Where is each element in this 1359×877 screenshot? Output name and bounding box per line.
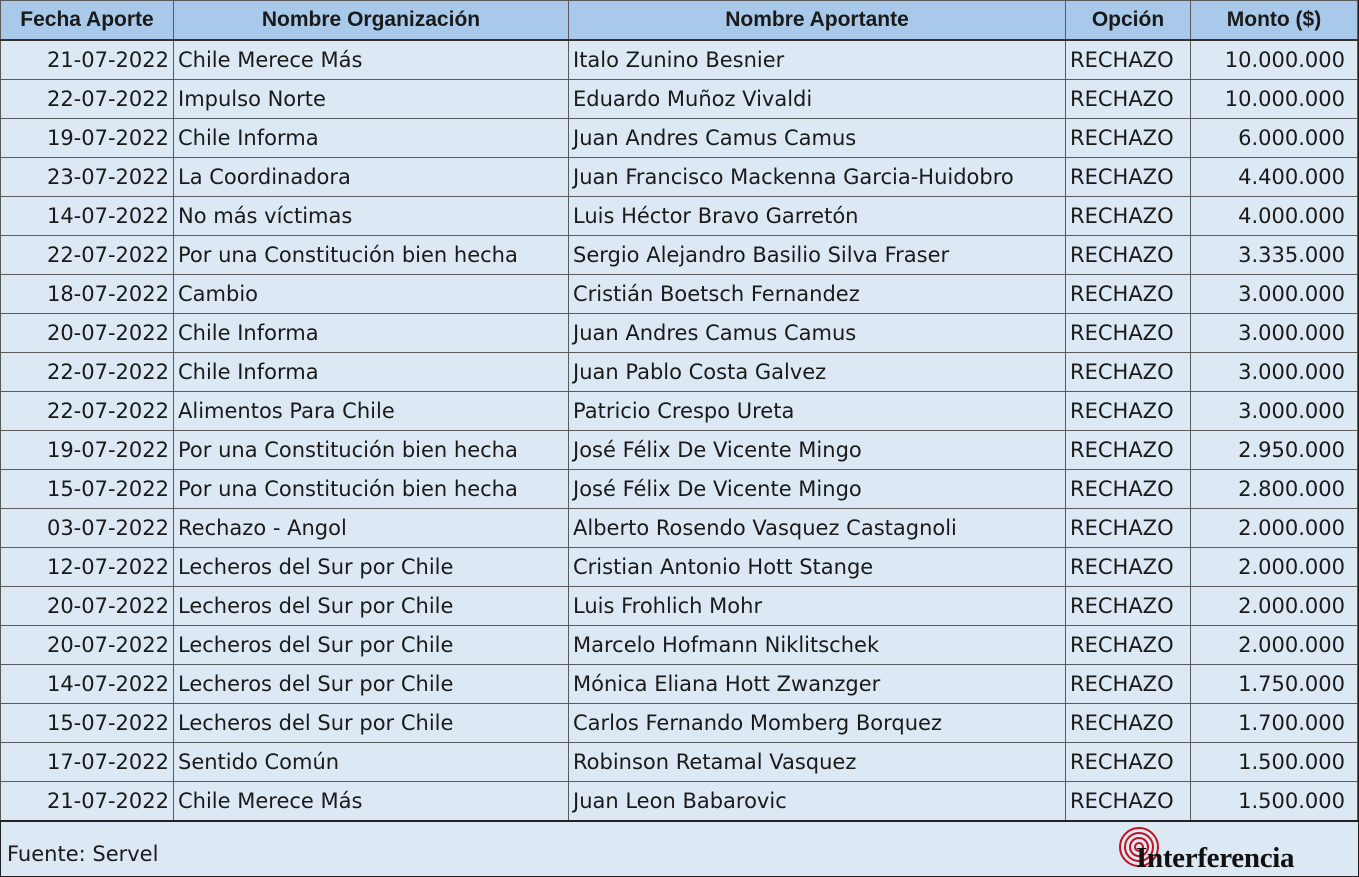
cell-aportante: Sergio Alejandro Basilio Silva Fraser bbox=[569, 236, 1066, 275]
cell-monto: 1.500.000 bbox=[1191, 743, 1358, 782]
table-row bbox=[1, 236, 1358, 275]
cell-aportante: José Félix De Vicente Mingo bbox=[569, 431, 1066, 470]
cell-opcion: RECHAZO bbox=[1066, 470, 1191, 509]
cell-monto: 1.750.000 bbox=[1191, 665, 1358, 704]
cell-organizacion: Impulso Norte bbox=[174, 80, 569, 119]
cell-aportante: Juan Andres Camus Camus bbox=[569, 119, 1066, 158]
cell-monto: 10.000.000 bbox=[1191, 40, 1358, 80]
cell-opcion: RECHAZO bbox=[1066, 40, 1191, 80]
cell-organizacion: Por una Constitución bien hecha bbox=[174, 431, 569, 470]
cell-fecha: 21-07-2022 bbox=[1, 40, 174, 80]
table-row bbox=[1, 665, 1358, 704]
table-row bbox=[1, 509, 1358, 548]
cell-opcion: RECHAZO bbox=[1066, 626, 1191, 665]
cell-aportante: Carlos Fernando Momberg Borquez bbox=[569, 704, 1066, 743]
cell-organizacion: Chile Merece Más bbox=[174, 40, 569, 80]
cell-organizacion: Chile Merece Más bbox=[174, 782, 569, 822]
cell-monto: 3.000.000 bbox=[1191, 275, 1358, 314]
cell-aportante: Luis Frohlich Mohr bbox=[569, 587, 1066, 626]
cell-monto: 2.000.000 bbox=[1191, 587, 1358, 626]
cell-opcion: RECHAZO bbox=[1066, 782, 1191, 822]
cell-aportante: Luis Héctor Bravo Garretón bbox=[569, 197, 1066, 236]
cell-organizacion: Lecheros del Sur por Chile bbox=[174, 587, 569, 626]
interferencia-logo bbox=[1116, 824, 1336, 874]
cell-aportante: Juan Andres Camus Camus bbox=[569, 314, 1066, 353]
header-organizacion: Nombre Organización bbox=[174, 1, 569, 41]
cell-aportante: Mónica Eliana Hott Zwanzger bbox=[569, 665, 1066, 704]
cell-organizacion: Sentido Común bbox=[174, 743, 569, 782]
table-row bbox=[1, 275, 1358, 314]
cell-monto: 3.000.000 bbox=[1191, 392, 1358, 431]
cell-organizacion: Lecheros del Sur por Chile bbox=[174, 704, 569, 743]
cell-aportante: Alberto Rosendo Vasquez Castagnoli bbox=[569, 509, 1066, 548]
cell-opcion: RECHAZO bbox=[1066, 587, 1191, 626]
cell-opcion: RECHAZO bbox=[1066, 353, 1191, 392]
cell-fecha: 18-07-2022 bbox=[1, 275, 174, 314]
cell-organizacion: Rechazo - Angol bbox=[174, 509, 569, 548]
table-row bbox=[1, 626, 1358, 665]
cell-opcion: RECHAZO bbox=[1066, 197, 1191, 236]
table-row bbox=[1, 158, 1358, 197]
cell-monto: 3.000.000 bbox=[1191, 314, 1358, 353]
cell-opcion: RECHAZO bbox=[1066, 704, 1191, 743]
cell-opcion: RECHAZO bbox=[1066, 158, 1191, 197]
table-row bbox=[1, 40, 1358, 80]
table-row bbox=[1, 392, 1358, 431]
cell-fecha: 20-07-2022 bbox=[1, 587, 174, 626]
header-fecha: Fecha Aporte bbox=[1, 1, 174, 41]
cell-opcion: RECHAZO bbox=[1066, 665, 1191, 704]
cell-fecha: 22-07-2022 bbox=[1, 353, 174, 392]
cell-aportante: Juan Leon Babarovic bbox=[569, 782, 1066, 822]
table-row bbox=[1, 704, 1358, 743]
cell-fecha: 20-07-2022 bbox=[1, 626, 174, 665]
table-row bbox=[1, 119, 1358, 158]
cell-opcion: RECHAZO bbox=[1066, 743, 1191, 782]
cell-organizacion: No más víctimas bbox=[174, 197, 569, 236]
table-row bbox=[1, 197, 1358, 236]
cell-opcion: RECHAZO bbox=[1066, 236, 1191, 275]
cell-fecha: 22-07-2022 bbox=[1, 392, 174, 431]
header-opcion: Opción bbox=[1066, 1, 1191, 41]
header-aportante: Nombre Aportante bbox=[569, 1, 1066, 41]
cell-aportante: Marcelo Hofmann Niklitschek bbox=[569, 626, 1066, 665]
cell-fecha: 22-07-2022 bbox=[1, 236, 174, 275]
cell-fecha: 15-07-2022 bbox=[1, 704, 174, 743]
table-row bbox=[1, 353, 1358, 392]
table-row bbox=[1, 314, 1358, 353]
cell-monto: 2.000.000 bbox=[1191, 548, 1358, 587]
table-header-row bbox=[1, 1, 1358, 41]
cell-monto: 3.335.000 bbox=[1191, 236, 1358, 275]
cell-opcion: RECHAZO bbox=[1066, 431, 1191, 470]
cell-monto: 2.000.000 bbox=[1191, 509, 1358, 548]
cell-fecha: 15-07-2022 bbox=[1, 470, 174, 509]
cell-monto: 2.800.000 bbox=[1191, 470, 1358, 509]
cell-monto: 2.000.000 bbox=[1191, 626, 1358, 665]
cell-organizacion: Alimentos Para Chile bbox=[174, 392, 569, 431]
cell-aportante: Cristián Boetsch Fernandez bbox=[569, 275, 1066, 314]
cell-opcion: RECHAZO bbox=[1066, 275, 1191, 314]
cell-fecha: 23-07-2022 bbox=[1, 158, 174, 197]
cell-fecha: 03-07-2022 bbox=[1, 509, 174, 548]
table-row bbox=[1, 548, 1358, 587]
cell-organizacion: La Coordinadora bbox=[174, 158, 569, 197]
cell-opcion: RECHAZO bbox=[1066, 392, 1191, 431]
table-body bbox=[1, 40, 1358, 821]
cell-aportante: Eduardo Muñoz Vivaldi bbox=[569, 80, 1066, 119]
table-row bbox=[1, 80, 1358, 119]
cell-fecha: 14-07-2022 bbox=[1, 665, 174, 704]
header-monto: Monto ($) bbox=[1191, 1, 1358, 41]
cell-monto: 2.950.000 bbox=[1191, 431, 1358, 470]
cell-organizacion: Chile Informa bbox=[174, 119, 569, 158]
table-row bbox=[1, 782, 1358, 822]
source-note: Fuente: Servel bbox=[7, 842, 159, 866]
cell-monto: 10.000.000 bbox=[1191, 80, 1358, 119]
cell-fecha: 19-07-2022 bbox=[1, 119, 174, 158]
cell-fecha: 17-07-2022 bbox=[1, 743, 174, 782]
cell-opcion: RECHAZO bbox=[1066, 548, 1191, 587]
cell-organizacion: Lecheros del Sur por Chile bbox=[174, 626, 569, 665]
cell-organizacion: Por una Constitución bien hecha bbox=[174, 470, 569, 509]
cell-aportante: Cristian Antonio Hott Stange bbox=[569, 548, 1066, 587]
cell-monto: 6.000.000 bbox=[1191, 119, 1358, 158]
cell-organizacion: Chile Informa bbox=[174, 353, 569, 392]
cell-fecha: 21-07-2022 bbox=[1, 782, 174, 822]
logo-wordmark: Interferencia bbox=[1136, 842, 1295, 874]
cell-monto: 4.400.000 bbox=[1191, 158, 1358, 197]
cell-fecha: 20-07-2022 bbox=[1, 314, 174, 353]
table-row bbox=[1, 743, 1358, 782]
cell-aportante: Juan Francisco Mackenna Garcia-Huidobro bbox=[569, 158, 1066, 197]
cell-aportante: Patricio Crespo Ureta bbox=[569, 392, 1066, 431]
cell-aportante: Robinson Retamal Vasquez bbox=[569, 743, 1066, 782]
cell-opcion: RECHAZO bbox=[1066, 314, 1191, 353]
cell-monto: 1.500.000 bbox=[1191, 782, 1358, 822]
table-row bbox=[1, 431, 1358, 470]
cell-organizacion: Lecheros del Sur por Chile bbox=[174, 548, 569, 587]
cell-fecha: 12-07-2022 bbox=[1, 548, 174, 587]
cell-opcion: RECHAZO bbox=[1066, 80, 1191, 119]
cell-fecha: 19-07-2022 bbox=[1, 431, 174, 470]
cell-organizacion: Chile Informa bbox=[174, 314, 569, 353]
cell-opcion: RECHAZO bbox=[1066, 509, 1191, 548]
table-row bbox=[1, 587, 1358, 626]
cell-monto: 1.700.000 bbox=[1191, 704, 1358, 743]
table-row bbox=[1, 470, 1358, 509]
cell-monto: 3.000.000 bbox=[1191, 353, 1358, 392]
cell-organizacion: Cambio bbox=[174, 275, 569, 314]
cell-opcion: RECHAZO bbox=[1066, 119, 1191, 158]
cell-aportante: José Félix De Vicente Mingo bbox=[569, 470, 1066, 509]
cell-organizacion: Lecheros del Sur por Chile bbox=[174, 665, 569, 704]
cell-aportante: Italo Zunino Besnier bbox=[569, 40, 1066, 80]
cell-fecha: 22-07-2022 bbox=[1, 80, 174, 119]
cell-organizacion: Por una Constitución bien hecha bbox=[174, 236, 569, 275]
cell-fecha: 14-07-2022 bbox=[1, 197, 174, 236]
cell-aportante: Juan Pablo Costa Galvez bbox=[569, 353, 1066, 392]
cell-monto: 4.000.000 bbox=[1191, 197, 1358, 236]
